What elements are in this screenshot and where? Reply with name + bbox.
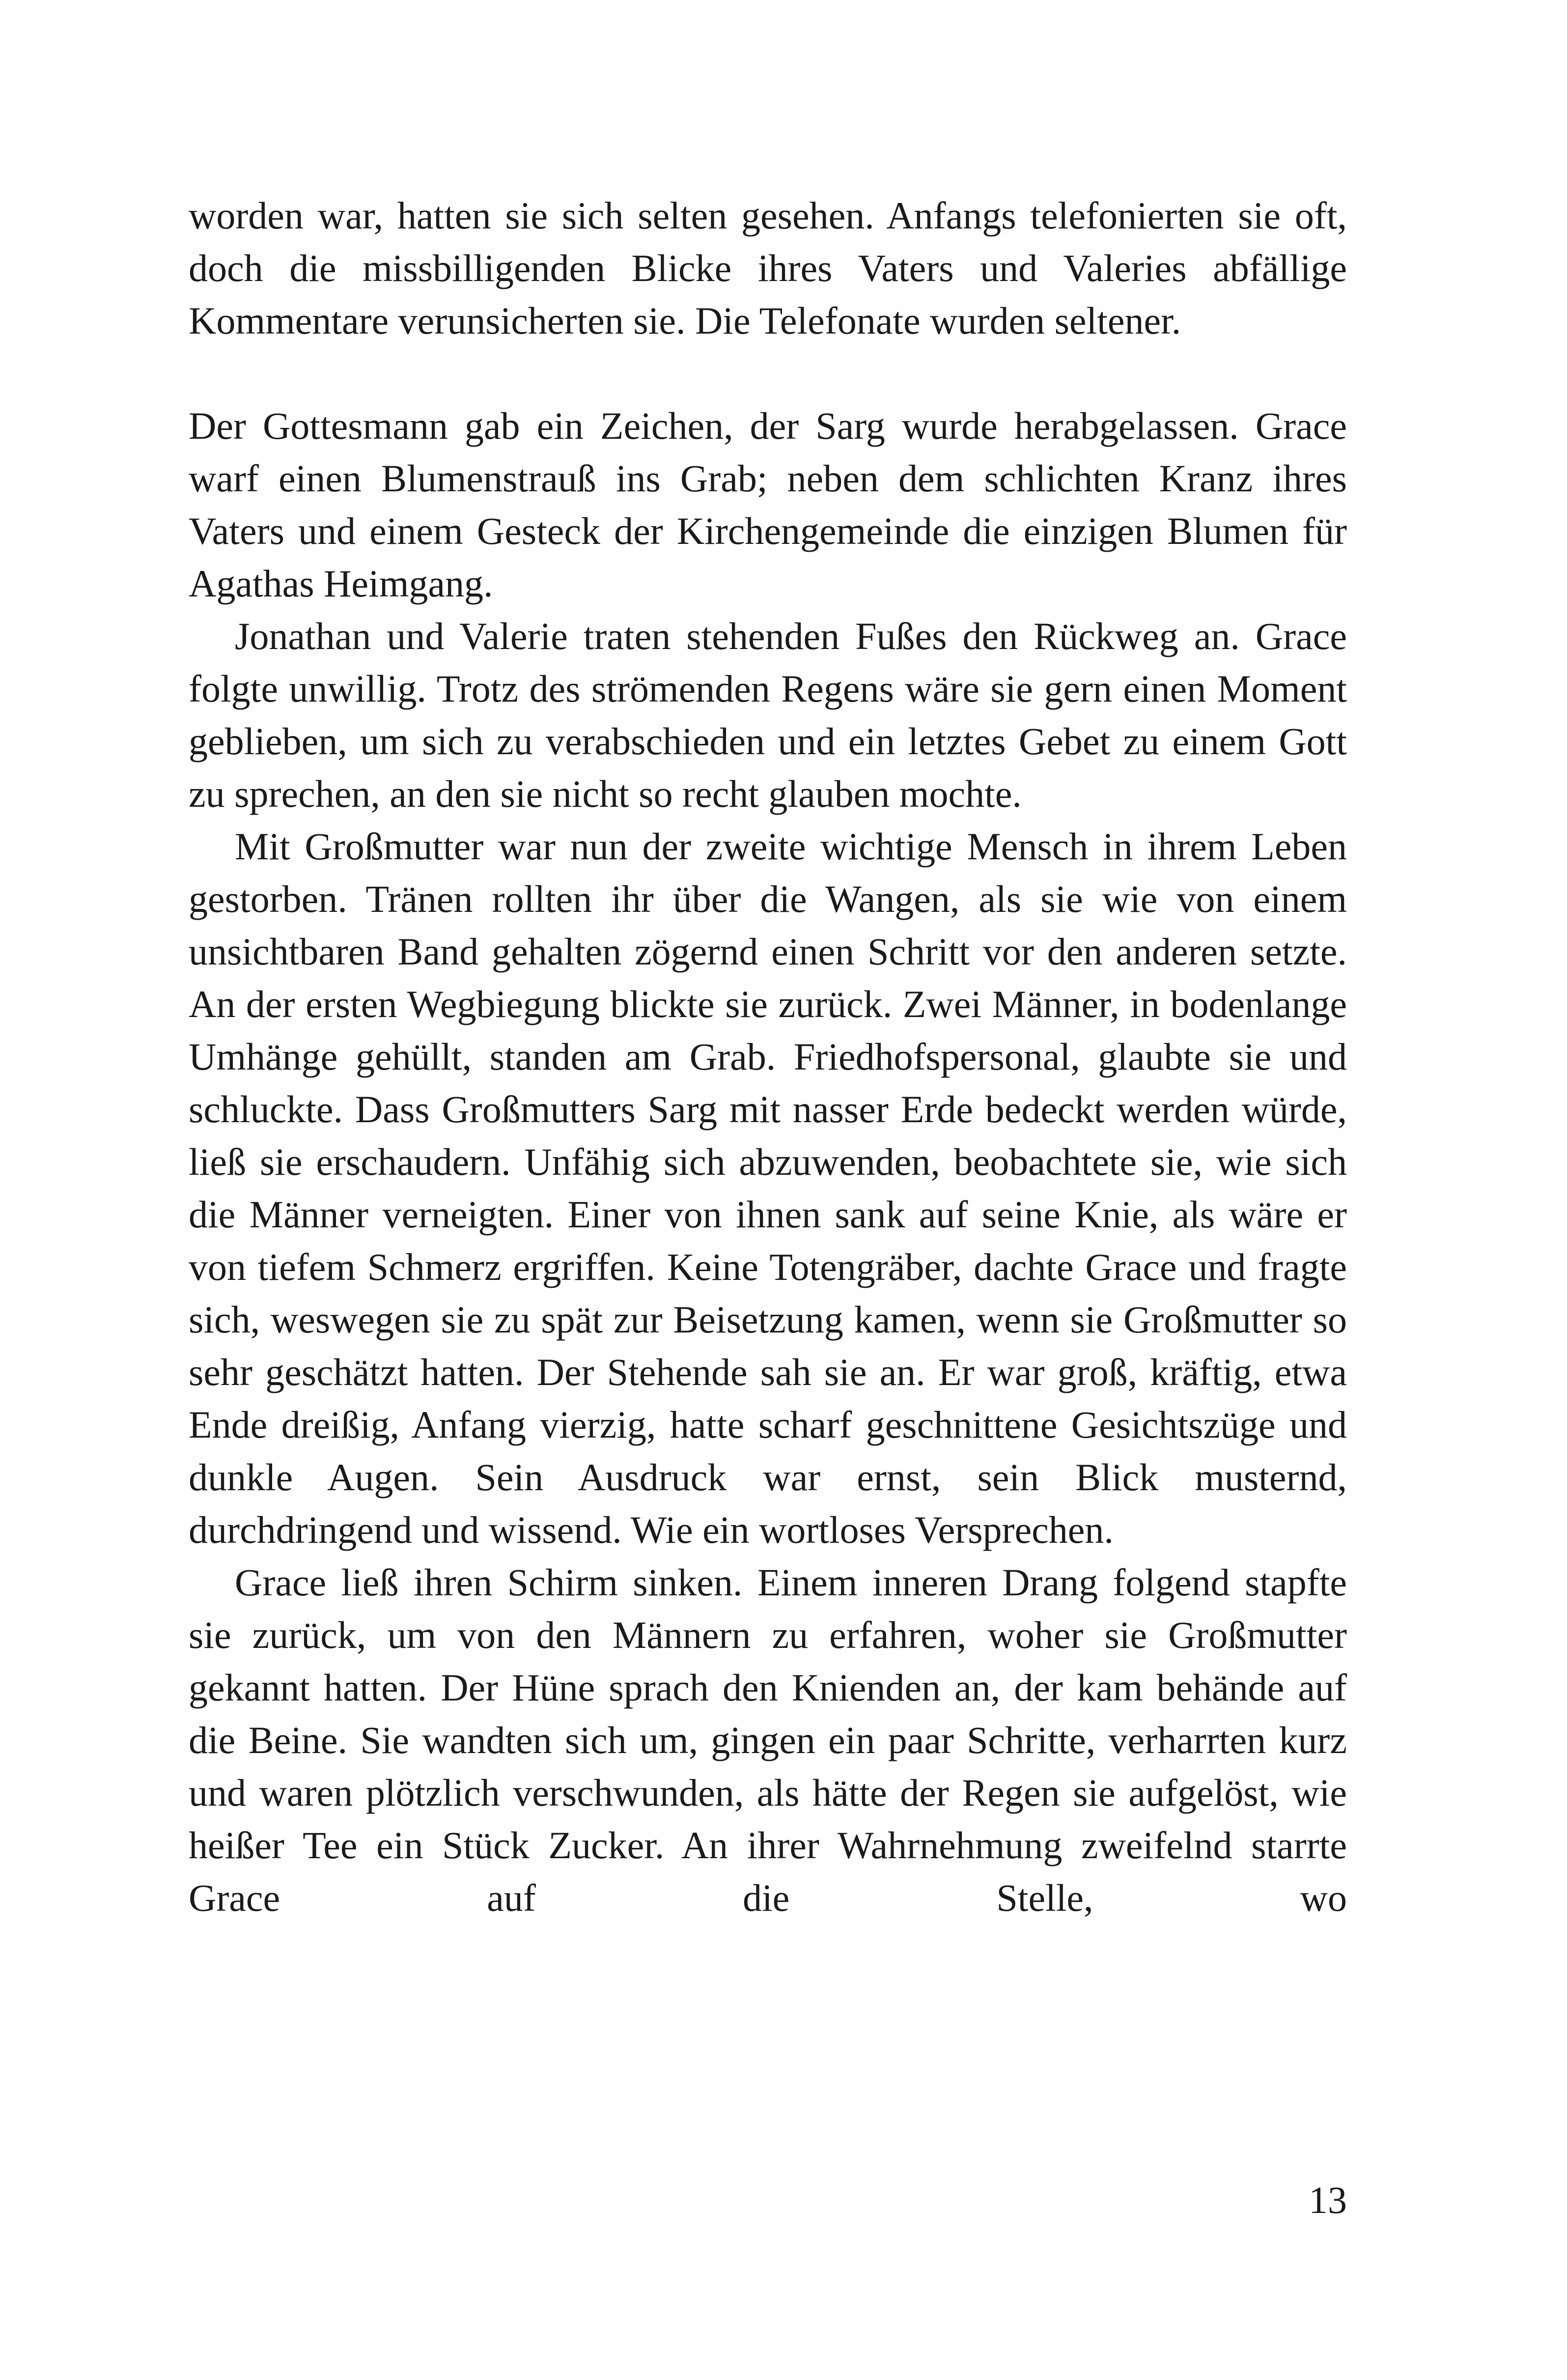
body-text (189, 189, 1347, 1924)
paragraph: Mit Großmutter war nun der zweite wichtige Mensch in ihrem Leben gestorben. Tränen rollten ihr über die Wangen, als sie wie von einem unsichtbaren Band gehalten zögernd einen Schritt vor den anderen setzte. An der ersten Wegbiegung blickte sie zurück. Zwei Männer, in bodenlange Umhänge gehüllt, standen am Grab. Friedhofspersonal, glaubte sie und schluckte. Dass Großmutters Sarg mit nasser Erde bedeckt werden würde, ließ sie erschaudern. Unfähig sich abzuwenden, beobachtete sie, wie sich die Männer verneigten. Einer von ihnen sank auf seine Knie, als wäre er von tiefem Schmerz ergriffen. Keine Totengräber, dachte Grace und fragte sich, weswegen sie zu spät zur Beisetzung kamen, wenn sie Großmutter so sehr geschätzt hatten. Der Stehende sah sie an. Er war groß, kräftig, etwa Ende dreißig, Anfang vierzig, hatte scharf geschnittene Gesichtszüge und dunkle Augen. Sein Ausdruck war ernst, sein Blick musternd, durchdringend und wissend. Wie ein wortloses Versprechen. (189, 825, 1347, 1551)
page-number: 13 (1309, 2179, 1347, 2221)
paragraph: Der Gottesmann gab ein Zeichen, der Sarg wurde herabgelassen. Grace warf einen Blumenstrauß ins Grab; neben dem schlichten Kranz ihres Vaters und einem Gesteck der Kirchengemeinde die einzigen Blumen für Agathas Heimgang. (189, 404, 1347, 605)
paragraph-continuation: worden war, hatten sie sich selten gesehen. Anfangs telefonierten sie oft, doch die missbilligenden Blicke ihres Vaters und Valeries abfällige Kommentare verunsicherten sie. Die Telefonate wurden seltener. (189, 194, 1347, 342)
paragraph: Jonathan und Valerie traten stehenden Fußes den Rückweg an. Grace folgte unwillig. Trotz des strömenden Regens wäre sie gern einen Moment geblieben, um sich zu verabschieden und ein letztes Gebet zu einem Gott zu sprechen, an den sie nicht so recht glauben mochte. (189, 615, 1347, 815)
paragraph: Grace ließ ihren Schirm sinken. Einem inneren Drang folgend stapfte sie zurück, um von den Männern zu erfahren, woher sie Großmutter gekannt hatten. Der Hüne sprach den Knienden an, der kam behände auf die Beine. Sie wandten sich um, gingen ein paar Schritte, verharrten kurz und waren plötzlich verschwunden, als hätte der Regen sie aufgelöst, wie heißer Tee ein Stück Zucker. An ihrer Wahrnehmung zweifelnd starrte Grace auf die Stelle, wo (189, 1561, 1347, 1919)
section-break (189, 347, 1347, 399)
